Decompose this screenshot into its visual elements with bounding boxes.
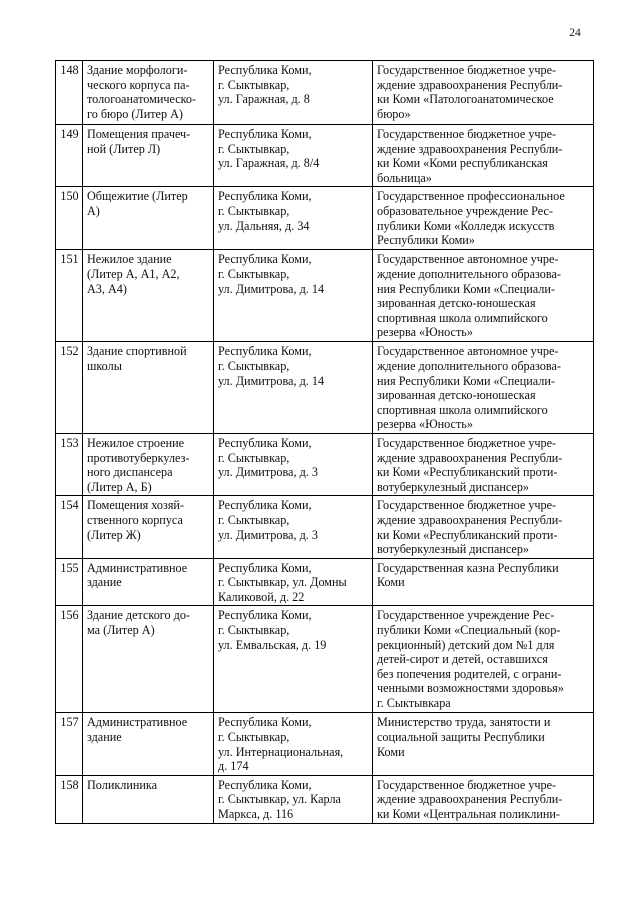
object-address: Республика Коми, г. Сыктывкар, ул. Гаражная, д. 8 (214, 61, 373, 125)
table-row (56, 250, 594, 342)
object-holder: Государственное бюджетное учре- ждение здравоохранения Республи- ки Коми «Патологоанатомическое бюро» (373, 61, 594, 125)
table-row (56, 61, 594, 125)
object-holder: Государственное бюджетное учре- ждение здравоохранения Республи- ки Коми «Республиканский проти- вотуберкулезный диспансер» (373, 433, 594, 495)
object-name: Помещения хозяй- ственного корпуса (Литер Ж) (83, 496, 214, 558)
object-name: Здание морфологи- ческого корпуса па- тологоанатомическо- го бюро (Литер А) (83, 61, 214, 125)
row-number: 156 (56, 606, 83, 713)
object-holder: Государственное автономное учре- ждение дополнительного образова- ния Республики Коми «Специали- зированная детско-юношеская спортивная школа олимпийского резерва «Юность» (373, 342, 594, 434)
row-number: 152 (56, 342, 83, 434)
object-name: Общежитие (Литер А) (83, 187, 214, 250)
object-name: Нежилое здание (Литер А, А1, А2, А3, А4) (83, 250, 214, 342)
object-name: Административное здание (83, 558, 214, 606)
object-holder: Государственное бюджетное учре- ждение здравоохранения Республи- ки Коми «Коми республиканская больница» (373, 125, 594, 187)
object-address: Республика Коми, г. Сыктывкар, ул. Емвальская, д. 19 (214, 606, 373, 713)
object-address: Республика Коми, г. Сыктывкар, ул. Димитрова, д. 14 (214, 250, 373, 342)
object-address: Республика Коми, г. Сыктывкар, ул. Димитрова, д. 14 (214, 342, 373, 434)
table-row (56, 342, 594, 434)
page-number: 24 (569, 27, 581, 39)
row-number: 154 (56, 496, 83, 558)
object-holder: Государственное учреждение Рес- публики Коми «Специальный (кор- рекционный) детский дом №1 для детей-сирот и детей, оставшихся без попечения родителей, с ограни- ченными возможностями здоровья» г. Сыктывкара (373, 606, 594, 713)
row-number: 158 (56, 775, 83, 823)
table-row (56, 713, 594, 775)
row-number: 149 (56, 125, 83, 187)
row-number: 153 (56, 433, 83, 495)
object-name: Здание спортивной школы (83, 342, 214, 434)
row-number: 150 (56, 187, 83, 250)
object-holder: Государственное бюджетное учре- ждение здравоохранения Республи- ки Коми «Республиканский проти- вотуберкулезный диспансер» (373, 496, 594, 558)
row-number: 155 (56, 558, 83, 606)
row-number: 148 (56, 61, 83, 125)
object-name: Помещения прачеч- ной (Литер Л) (83, 125, 214, 187)
object-address: Республика Коми, г. Сыктывкар, ул. Интернациональная, д. 174 (214, 713, 373, 775)
object-name: Нежилое строение противотуберкулез- ного диспансера (Литер А, Б) (83, 433, 214, 495)
object-name: Административное здание (83, 713, 214, 775)
object-address: Республика Коми, г. Сыктывкар, ул. Димитрова, д. 3 (214, 496, 373, 558)
object-holder: Государственная казна Республики Коми (373, 558, 594, 606)
table-row (56, 125, 594, 187)
object-name: Здание детского до- ма (Литер А) (83, 606, 214, 713)
object-address: Республика Коми, г. Сыктывкар, ул. Домны Каликовой, д. 22 (214, 558, 373, 606)
table-row (56, 558, 594, 606)
object-holder: Государственное профессиональное образовательное учреждение Рес- публики Коми «Колледж искусств Республики Коми» (373, 187, 594, 250)
table-row (56, 496, 594, 558)
table-row (56, 187, 594, 250)
object-holder: Министерство труда, занятости и социальной защиты Республики Коми (373, 713, 594, 775)
table-row (56, 433, 594, 495)
object-address: Республика Коми, г. Сыктывкар, ул. Дальняя, д. 34 (214, 187, 373, 250)
row-number: 157 (56, 713, 83, 775)
object-address: Республика Коми, г. Сыктывкар, ул. Карла Маркса, д. 116 (214, 775, 373, 823)
object-holder: Государственное автономное учре- ждение дополнительного образова- ния Республики Коми «Специали- зированная детско-юношеская спортивная школа олимпийского резерва «Юность» (373, 250, 594, 342)
object-address: Республика Коми, г. Сыктывкар, ул. Гаражная, д. 8/4 (214, 125, 373, 187)
row-number: 151 (56, 250, 83, 342)
object-name: Поликлиника (83, 775, 214, 823)
table-row (56, 775, 594, 823)
object-holder: Государственное бюджетное учре- ждение здравоохранения Республи- ки Коми «Центральная поликлини- (373, 775, 594, 823)
table-row (56, 606, 594, 713)
object-address: Республика Коми, г. Сыктывкар, ул. Димитрова, д. 3 (214, 433, 373, 495)
property-table (55, 60, 594, 824)
